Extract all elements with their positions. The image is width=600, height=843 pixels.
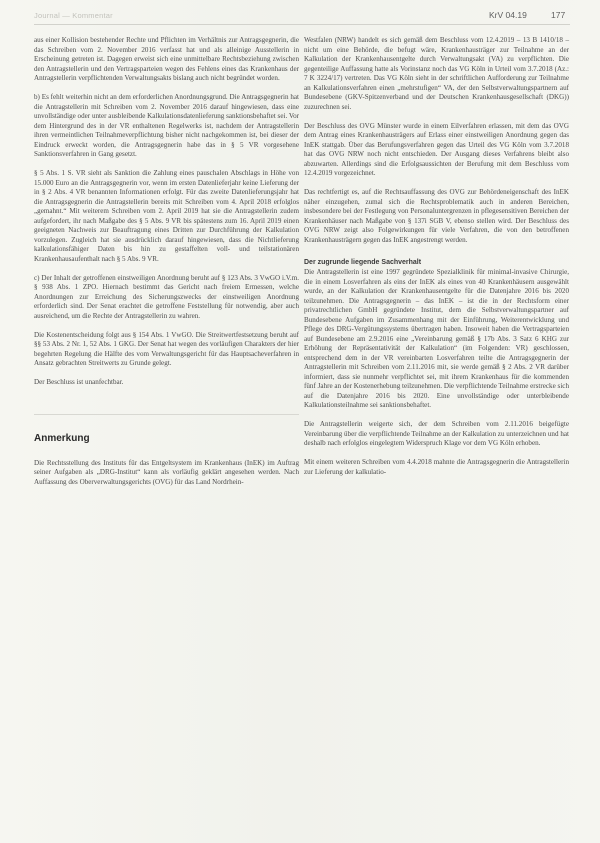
- paragraph: Westfalen (NRW) handelt es sich gemäß dem Beschluss vom 12.4.2019 – 13 B 1410/18 – nicht um eine Behörde, die befugt wäre, Krankenhausträger zur Teilnahme an der Kalkulation der Krankenhausentgelte durch Verwaltungsakt (VA) zu verpflichten. Die gegenteilige Auffassung hatte als Vorinstanz noch das VG Köln in Urteil vom 3.7.2018 (Az.: 7 K 3224/17) vertreten. Das VG Köln sieht in der schriftlichen Aufforderung zur Teilnahme an Kalkulationsverfahren einen „mehrstufigen“ VA, der den Selbstverwaltungspartnern auf Bundesebene (GKV-Spitzenverband und der Deutschen Krankenhausgesellschaft (DKG)) zuzurechnen sei.: [304, 36, 569, 111]
- paragraph: Die Antragstellerin weigerte sich, der dem Schreiben vom 2.11.2016 beigefügte Vereinbarung über die verpflichtende Teilnahme an der Kalkulation zu unterzeichnen und hat deshalb nach erfolglos eingelegtem Widerspruch Klage vor dem VG Köln erhoben.: [304, 420, 569, 447]
- paragraph: b) Es fehlt weiterhin nicht an dem erforderlichen Anordnungsgrund. Die Antragsgegnerin hat die Antragstellerin mit Schreiben vom 2. November 2016 darauf hingewiesen, dass eine unvollständige oder unter ausbleibende Kalkulationsdatenlieferung sanktionsbehaftet sei. Vor dem Hintergrund des in der VR enthaltenen Regelwerks ist, nachdem der Antragstellerin ihren vermeintlichen Teilnahmeverpflichtung bisher nicht nachgekommen ist, bei dieser der Eindruck erweckt worden, die Antragsgegnerin habe das in § 5 VR vorgesehene Sanktionsverfahren in Gang gesetzt.: [34, 93, 299, 158]
- page-number: 177: [551, 10, 566, 20]
- left-column: [34, 36, 299, 497]
- paragraph: Die Antragstellerin ist eine 1997 gegründete Spezialklinik für minimal-invasive Chirurgie, die in einem Losverfahren als eins der InEK als eines von 40 Krankenhäusern ausgewählt wurde, an der Kalkulation der Krankenhausentgelte für die Datenjahre 2016 bis 2020 teilzunehmen. Die Antragsgegnerin – das InEK – ist die in der Rechtsform einer privatrechtlichen GmbH gegründete Institut, dem die Selbstverwaltungspartner auf Bundesebene Aufgaben im Zusammenhang mit der Einführung, Weiterentwicklung und Pflege des DRG-Vergütungssystems übertragen haben. Insoweit haben die Vertragsparteien auf Bundesebene am 2.9.2016 eine „Vereinbarung gemäß § 17b Abs. 3 Satz 6 KHG zur Erhöhung der Repräsentativität der Kalkulation“ (im Folgenden: VR) geschlossen, entsprechend dem in der VR vereinbarten Losverfahren teilte die Antragsgegnerin der Antragstellerin mit Schreiben vom 2.11.2016 mit, sie werde gemäß § 2 Abs. 2 VR darüber informiert, dass sie nunmehr verpflichtet sei, mit ihrem Krankenhaus für die kommenden fünf Jahre an der Kostenerhebung teilzunehmen. Die verpflichtende Teilnahme erstrecke sich auf die Datenjahre 2016 bis 2020. Eine unvollständige oder unterbleibende Kalkulationsteilnahme sei sanktionsbehaftet.: [304, 268, 569, 409]
- running-header: Journal — Kommentar: [34, 11, 113, 20]
- paragraph: Die Kostenentscheidung folgt aus § 154 Abs. 1 VwGO. Die Streitwertfestsetzung beruht auf §§ 53 Abs. 2 Nr. 1, 52 Abs. 1 GKG. Der Senat hat wegen des vorläufigen Charakters der hier begehrten Regelung die Hälfte des vom Verwaltungsgericht für das Hauptsacheverfahren in Ansatz gebrachten Streitwerts zu Grunde gelegt.: [34, 330, 299, 367]
- journal-issue: KrV 04.19: [489, 10, 527, 20]
- header-rule: [34, 24, 570, 25]
- right-column: [304, 36, 569, 487]
- paragraph: Die Rechtsstellung des Instituts für das Entgeltsystem im Krankenhaus (InEK) im Auftrag seiner Aufgaben als „DRG-Institut“ kann als vorläufig geklärt angesehen werden. Nach Auffassung des Oberverwaltungsgerichts (OVG) für das Land Nordrhein-: [34, 458, 299, 486]
- paragraph: Der Beschluss des OVG Münster wurde in einem Eilverfahren erlassen, mit dem das OVG dem Antrag eines Krankenhausträgers auf Erlass einer einstweiligen Anordnung gegen das InEK stattgab. Über das Berufungsverfahren gegen das Urteil des VG Köln vom 3.7.2018 hat das OVG NRW noch nicht entschieden. Der Ausgang dieses Verfahrens bleibt also abzuwarten. Allerdings sind die Erfolgsaussichten der Berufung mit dem Beschluss vom 12.4.2019 vorgezeichnet.: [304, 121, 569, 177]
- paragraph: c) Der Inhalt der getroffenen einstweiligen Anordnung beruht auf § 123 Abs. 3 VwGO i.V.m. § 938 Abs. 1 ZPO. Hiernach bestimmt das Gericht nach freiem Ermessen, welche Anordnungen zur Erreichung des Sicherungszwecks der einstweiligen Anordnung erforderlich sind. Der Senat erachtet die getroffene Feststellung für notwendig, aber auch ausreichend, um die Rechte der Antragstellerin zu wahren.: [34, 273, 299, 320]
- paragraph: aus einer Kollision bestehender Rechte und Pflichten im Verhältnis zur Antragsgegnerin, die das Schreiben vom 2. November 2016 verfasst hat und als alleinige Ausstellerin in Erscheinung getreten ist. Dagegen erweist sich eine unmittelbare Rechtsbeziehung zwischen den Antragstellerin und den Vertragsparteien wegen des Fehlens eines das Krankenhaus der Antragstellerin verpflichtenden Verwaltungsakts bislang auch nicht begründet worden.: [34, 36, 299, 82]
- section-divider: [34, 414, 299, 415]
- section-heading-anmerkung: Anmerkung: [34, 432, 90, 444]
- paragraph: Der Beschluss ist unanfechtbar.: [34, 378, 124, 386]
- paragraph: Das rechtfertigt es, auf die Rechtsauffassung des OVG zur Behördeneigenschaft des InEK näher einzugehen, zumal sich die Rechtsproblematik auch in anderen Bereichen, insbesondere bei der Festlegung von Personaluntergrenzen in pflegesensitiven Bereichen der Krankenhäuser nach Maßgabe von § 137i SGB V, ebenso stellen wird. Der Beschluss des OVG NRW zeigt also Folgewirkungen für viele Verfahren, die von den betroffenen Krankenhausträgern gegen das InEK angestrengt werden.: [304, 188, 569, 244]
- subheading-sachverhalt: Der zugrunde liegende Sachverhalt: [304, 259, 422, 266]
- paragraph: Mit einem weiteren Schreiben vom 4.4.2018 mahnte die Antragsgegnerin die Antragstellerin zur Lieferung der kalkulatio-: [304, 458, 569, 476]
- paragraph: § 5 Abs. 1 S. VR sieht als Sanktion die Zahlung eines pauschalen Abschlags in Höhe von 15.000 Euro an die Antragsgegnerin vor, wenn im ersten Datenlieferjahr keine Lieferung der in § 2 Abs. 4 VR benannten Informationen erfolgt. Für das zweite Datenlieferungsjahr hat die Antragsgegnerin die Antragstellerin bereits mit Schreiben vom 4. April 2018 erfolglos „gemahnt.“ Mit weiterem Schreiben vom 2. April 2019 hat sie die Antragstellerin zudem aufgefordert, ihr nach Maßgabe des § 5 Abs. 9 VR bis spätestens zum 16. April 2019 einen geeigneten Nachweis zur Beauftragung eines Dritten zur Durchführung der Kalkulation vorzulegen. Zugleich hat sie ausdrücklich darauf hingewiesen, dass die Nichtlieferung kalkulationsfähiger Daten bis hin zu gestaffelten voll- und teilstationären Krankenhausaufenthalt nach § 5 Abs. 9 VR.: [34, 169, 299, 263]
